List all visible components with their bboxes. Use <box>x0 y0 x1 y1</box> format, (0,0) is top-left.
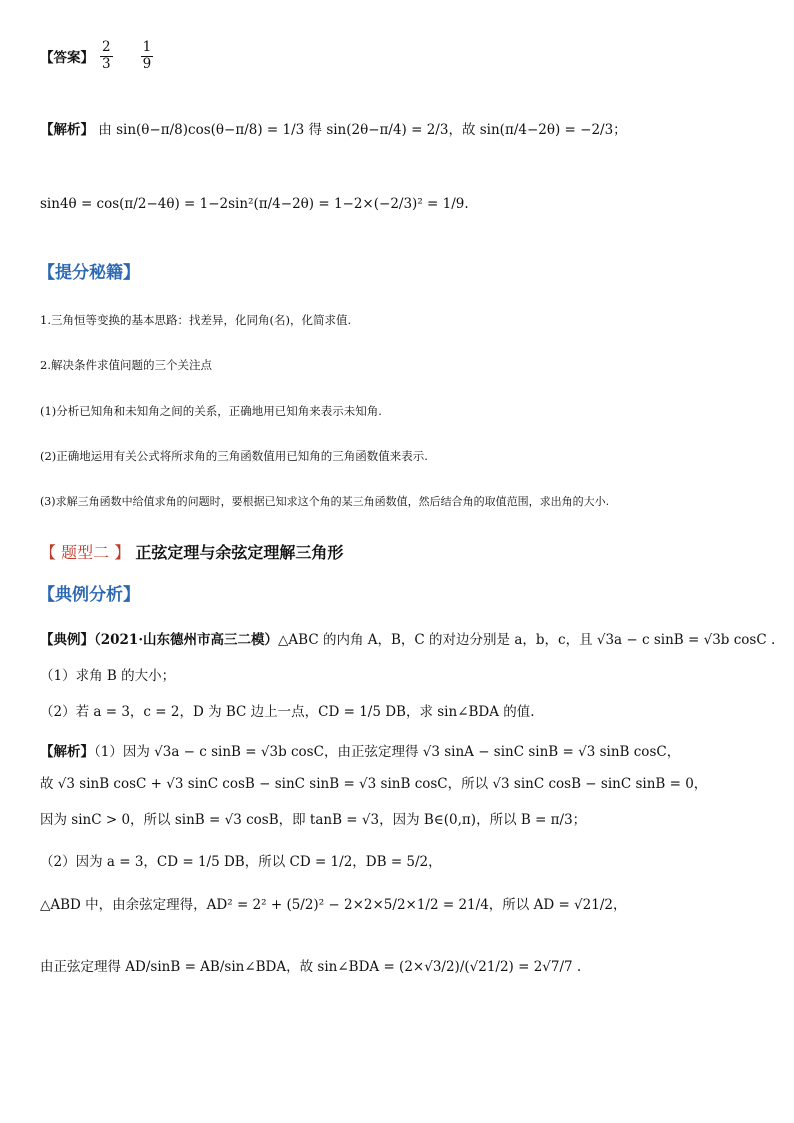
analysis-formula-1: 由 sin(θ−π/8)cos(θ−π/8) = 1/3 得 sin(2θ−π/4) = 2/3，故 sin(π/4−2θ) = −2/3； <box>98 122 627 138</box>
tips-item: 2.解决条件求值问题的三个关注点 <box>40 358 212 372</box>
tips-item: (3)求解三角函数中给值求角的问题时，要根据已知求这个角的某三角函数值，然后结合角的取值范围，求出角的大小. <box>40 495 610 508</box>
section-heading <box>40 540 343 563</box>
section-title: 正弦定理与余弦定理解三角形 <box>135 543 344 562</box>
solution-line-3: 因为 sinC > 0，所以 sinB = √3 cosB，即 tanB = √3，因为 B∈(0,π)，所以 B = π/3； <box>40 812 587 828</box>
solution-line-5: △ABD 中，由余弦定理得，AD² = 2² + (5/2)² − 2×2×5/2×1/2 = 21/4，所以 AD = √21/2， <box>40 897 627 913</box>
section-bracket-right: 】 <box>114 543 131 562</box>
tips-item: 1.三角恒等变换的基本思路：找差异，化同角(名)，化简求值. <box>40 313 352 327</box>
answer-line <box>40 40 155 72</box>
example-source: （2021·山东德州市高三二模） <box>94 632 279 648</box>
section-tag: 题型二 <box>61 543 110 562</box>
analysis-label: 【解析】 <box>40 122 94 138</box>
solution-label: 【解析】 <box>40 744 94 760</box>
example-label: 【典例】 <box>40 632 94 648</box>
example-statement <box>40 628 775 648</box>
solution-line-4: （2）因为 a = 3，CD = 1/5 DB，所以 CD = 1/2，DB = 5/2， <box>40 854 442 870</box>
example-text: △ABC 的内角 A，B，C 的对边分别是 a，b，c，且 √3a − c sinB = √3b cosC . <box>278 632 776 648</box>
solution-text-1: （1）因为 √3a − c sinB = √3b cosC，由正弦定理得 √3 sinA − sinC sinB = √3 sinB cosC， <box>94 744 681 760</box>
analysis-line-1 <box>40 118 627 138</box>
tips-heading: 【提分秘籍】 <box>38 263 140 283</box>
answer-value-2: $\frac{1}{9}$ <box>142 39 152 72</box>
analysis-line-2: sin4θ = cos(π/2−4θ) = 1−2sin²(π/4−2θ) = 1−2×(−2/3)² = 1/9. <box>40 196 469 212</box>
example-question-1: （1）求角 B 的大小； <box>40 668 176 684</box>
example-heading: 【典例分析】 <box>38 585 140 605</box>
tips-item: (2)正确地运用有关公式将所求角的三角函数值用已知角的三角函数值来表示. <box>40 449 428 463</box>
example-question-2: （2）若 a = 3，c = 2，D 为 BC 边上一点，CD = 1/5 DB，求 sin∠BDA 的值. <box>40 704 535 720</box>
answer-value-1: $\frac{2}{3}$ <box>102 39 111 72</box>
answer-label: 【答案】 <box>40 50 94 67</box>
section-bracket-left: 【 <box>40 543 57 562</box>
solution-line-1 <box>40 740 680 760</box>
tips-item: (1)分析已知角和未知角之间的关系，正确地用已知角来表示未知角. <box>40 404 382 418</box>
solution-line-6: 由正弦定理得 AD/sinB = AB/sin∠BDA，故 sin∠BDA = (2×√3/2)/(√21/2) = 2√7/7 . <box>40 959 582 975</box>
solution-line-2: 故 √3 sinB cosC + √3 sinC cosB − sinC sinB = √3 sinB cosC，所以 √3 sinC cosB − sinC sinB = 0， <box>40 776 708 792</box>
